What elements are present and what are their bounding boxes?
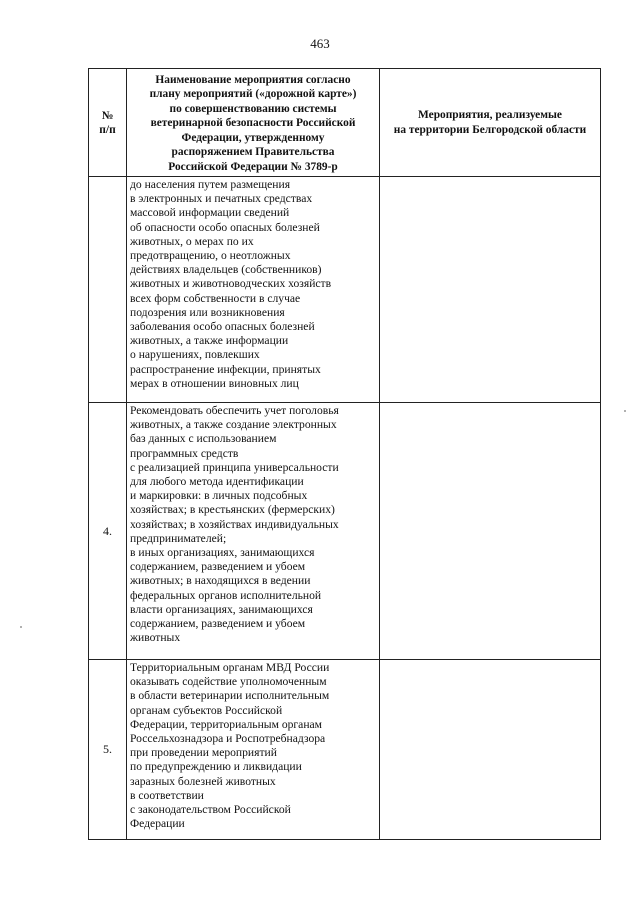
- text-line: Федерации: [130, 817, 185, 831]
- text-line: животных и животноводческих хозяйств: [130, 277, 332, 291]
- text-line: животных: [130, 631, 181, 645]
- text-line: органам субъектов Российской: [130, 703, 283, 717]
- header-name-line: распоряжением Правительства: [171, 146, 335, 159]
- text-line: хозяйствах; в крестьянских (фермерских): [130, 503, 335, 517]
- text-line: заразных болезней животных: [130, 774, 276, 788]
- text-line: в иных организациях, занимающихся: [130, 546, 315, 560]
- table-header-row: [89, 69, 601, 177]
- text-line: при проведении мероприятий: [130, 746, 277, 760]
- scan-speck: [624, 410, 626, 412]
- header-measure-name: [127, 69, 380, 177]
- text-line: с законодательством Российской: [130, 803, 291, 817]
- table-row: [89, 660, 601, 840]
- header-name-line: по совершенствованию системы: [169, 102, 337, 115]
- text-line: в области ветеринарии исполнительным: [130, 689, 330, 703]
- header-name-line: Федерации, утвержденному: [181, 131, 325, 144]
- text-line: для любого метода идентификации: [130, 475, 304, 489]
- text-line: в электронных и печатных средствах: [130, 192, 313, 206]
- row-number: 4.: [89, 403, 127, 660]
- text-line: Федерации, территориальным органам: [130, 717, 323, 731]
- text-line: до населения путем размещения: [130, 178, 291, 191]
- text-line: об опасности особо опасных болезней: [130, 220, 320, 234]
- text-line: Россельхознадзора и Роспотребнадзора: [130, 732, 326, 746]
- header-name-line: Наименование мероприятия согласно: [155, 74, 351, 87]
- measures-table: [88, 68, 601, 840]
- text-line: распространение инфекции, принятых: [130, 362, 321, 376]
- text-line: программных средств: [130, 446, 239, 460]
- text-line: массовой информации сведений: [130, 206, 290, 220]
- row-number: [89, 177, 127, 403]
- header-name-line: плану мероприятий («дорожной карте»): [149, 88, 357, 101]
- text-line: федеральных органов исполнительной: [130, 588, 322, 602]
- header-activities: [380, 69, 601, 177]
- header-name-line: ветеринарной безопасности Российской: [150, 117, 356, 130]
- page-number: 463: [310, 36, 330, 51]
- row-activities: [380, 403, 601, 660]
- scan-speck: [20, 626, 22, 628]
- text-line: животных, о мерах по их: [130, 234, 254, 248]
- header-number-line: №: [101, 109, 114, 122]
- text-line: животных; в находящихся в ведении: [130, 574, 311, 588]
- text-line: хозяйствах; в хозяйствах индивидуальных: [130, 517, 339, 531]
- text-line: в соответствии: [130, 788, 204, 802]
- row-number: 5.: [89, 660, 127, 840]
- text-line: заболевания особо опасных болезней: [130, 320, 315, 334]
- row-activities: [380, 177, 601, 403]
- text-line: с реализацией принципа универсальности: [130, 460, 339, 474]
- text-line: оказывать содействие уполномоченным: [130, 675, 327, 689]
- row-measure-text: [127, 403, 380, 660]
- table-row: [89, 177, 601, 403]
- text-line: Территориальным органам МВД России: [130, 661, 330, 674]
- header-name-line: Российской Федерации № 3789-р: [168, 160, 338, 173]
- row-measure-text: [127, 177, 380, 403]
- header-number: [89, 69, 127, 177]
- text-line: и маркировки: в личных подсобных: [130, 489, 308, 503]
- row-activities: [380, 660, 601, 840]
- text-line: всех форм собственности в случае: [130, 291, 301, 305]
- text-line: предпринимателей;: [130, 531, 227, 545]
- text-line: баз данных с использованием: [130, 432, 277, 446]
- text-line: содержанием, разведением и убоем: [130, 617, 306, 631]
- header-activities-line: Мероприятия, реализуемые: [418, 109, 562, 122]
- text-line: Рекомендовать обеспечить учет поголовья: [130, 404, 339, 417]
- text-line: подозрения или возникновения: [130, 305, 285, 319]
- header-activities-line: на территории Белгородской области: [393, 123, 587, 136]
- text-line: власти организациях, занимающихся: [130, 602, 313, 616]
- text-line: мерах в отношении виновных лиц: [130, 376, 299, 390]
- header-number-line: п/п: [99, 123, 116, 136]
- text-line: действиях владельцев (собственников): [130, 263, 322, 277]
- text-line: о нарушениях, повлекших: [130, 348, 260, 362]
- row-measure-text: [127, 660, 380, 840]
- text-line: по предупреждению и ликвидации: [130, 760, 302, 774]
- table-row: [89, 403, 601, 660]
- text-line: содержанием, разведением и убоем: [130, 560, 306, 574]
- text-line: предотвращению, о неотложных: [130, 249, 291, 263]
- text-line: животных, а также создание электронных: [130, 418, 337, 432]
- text-line: животных, а также информации: [130, 334, 289, 348]
